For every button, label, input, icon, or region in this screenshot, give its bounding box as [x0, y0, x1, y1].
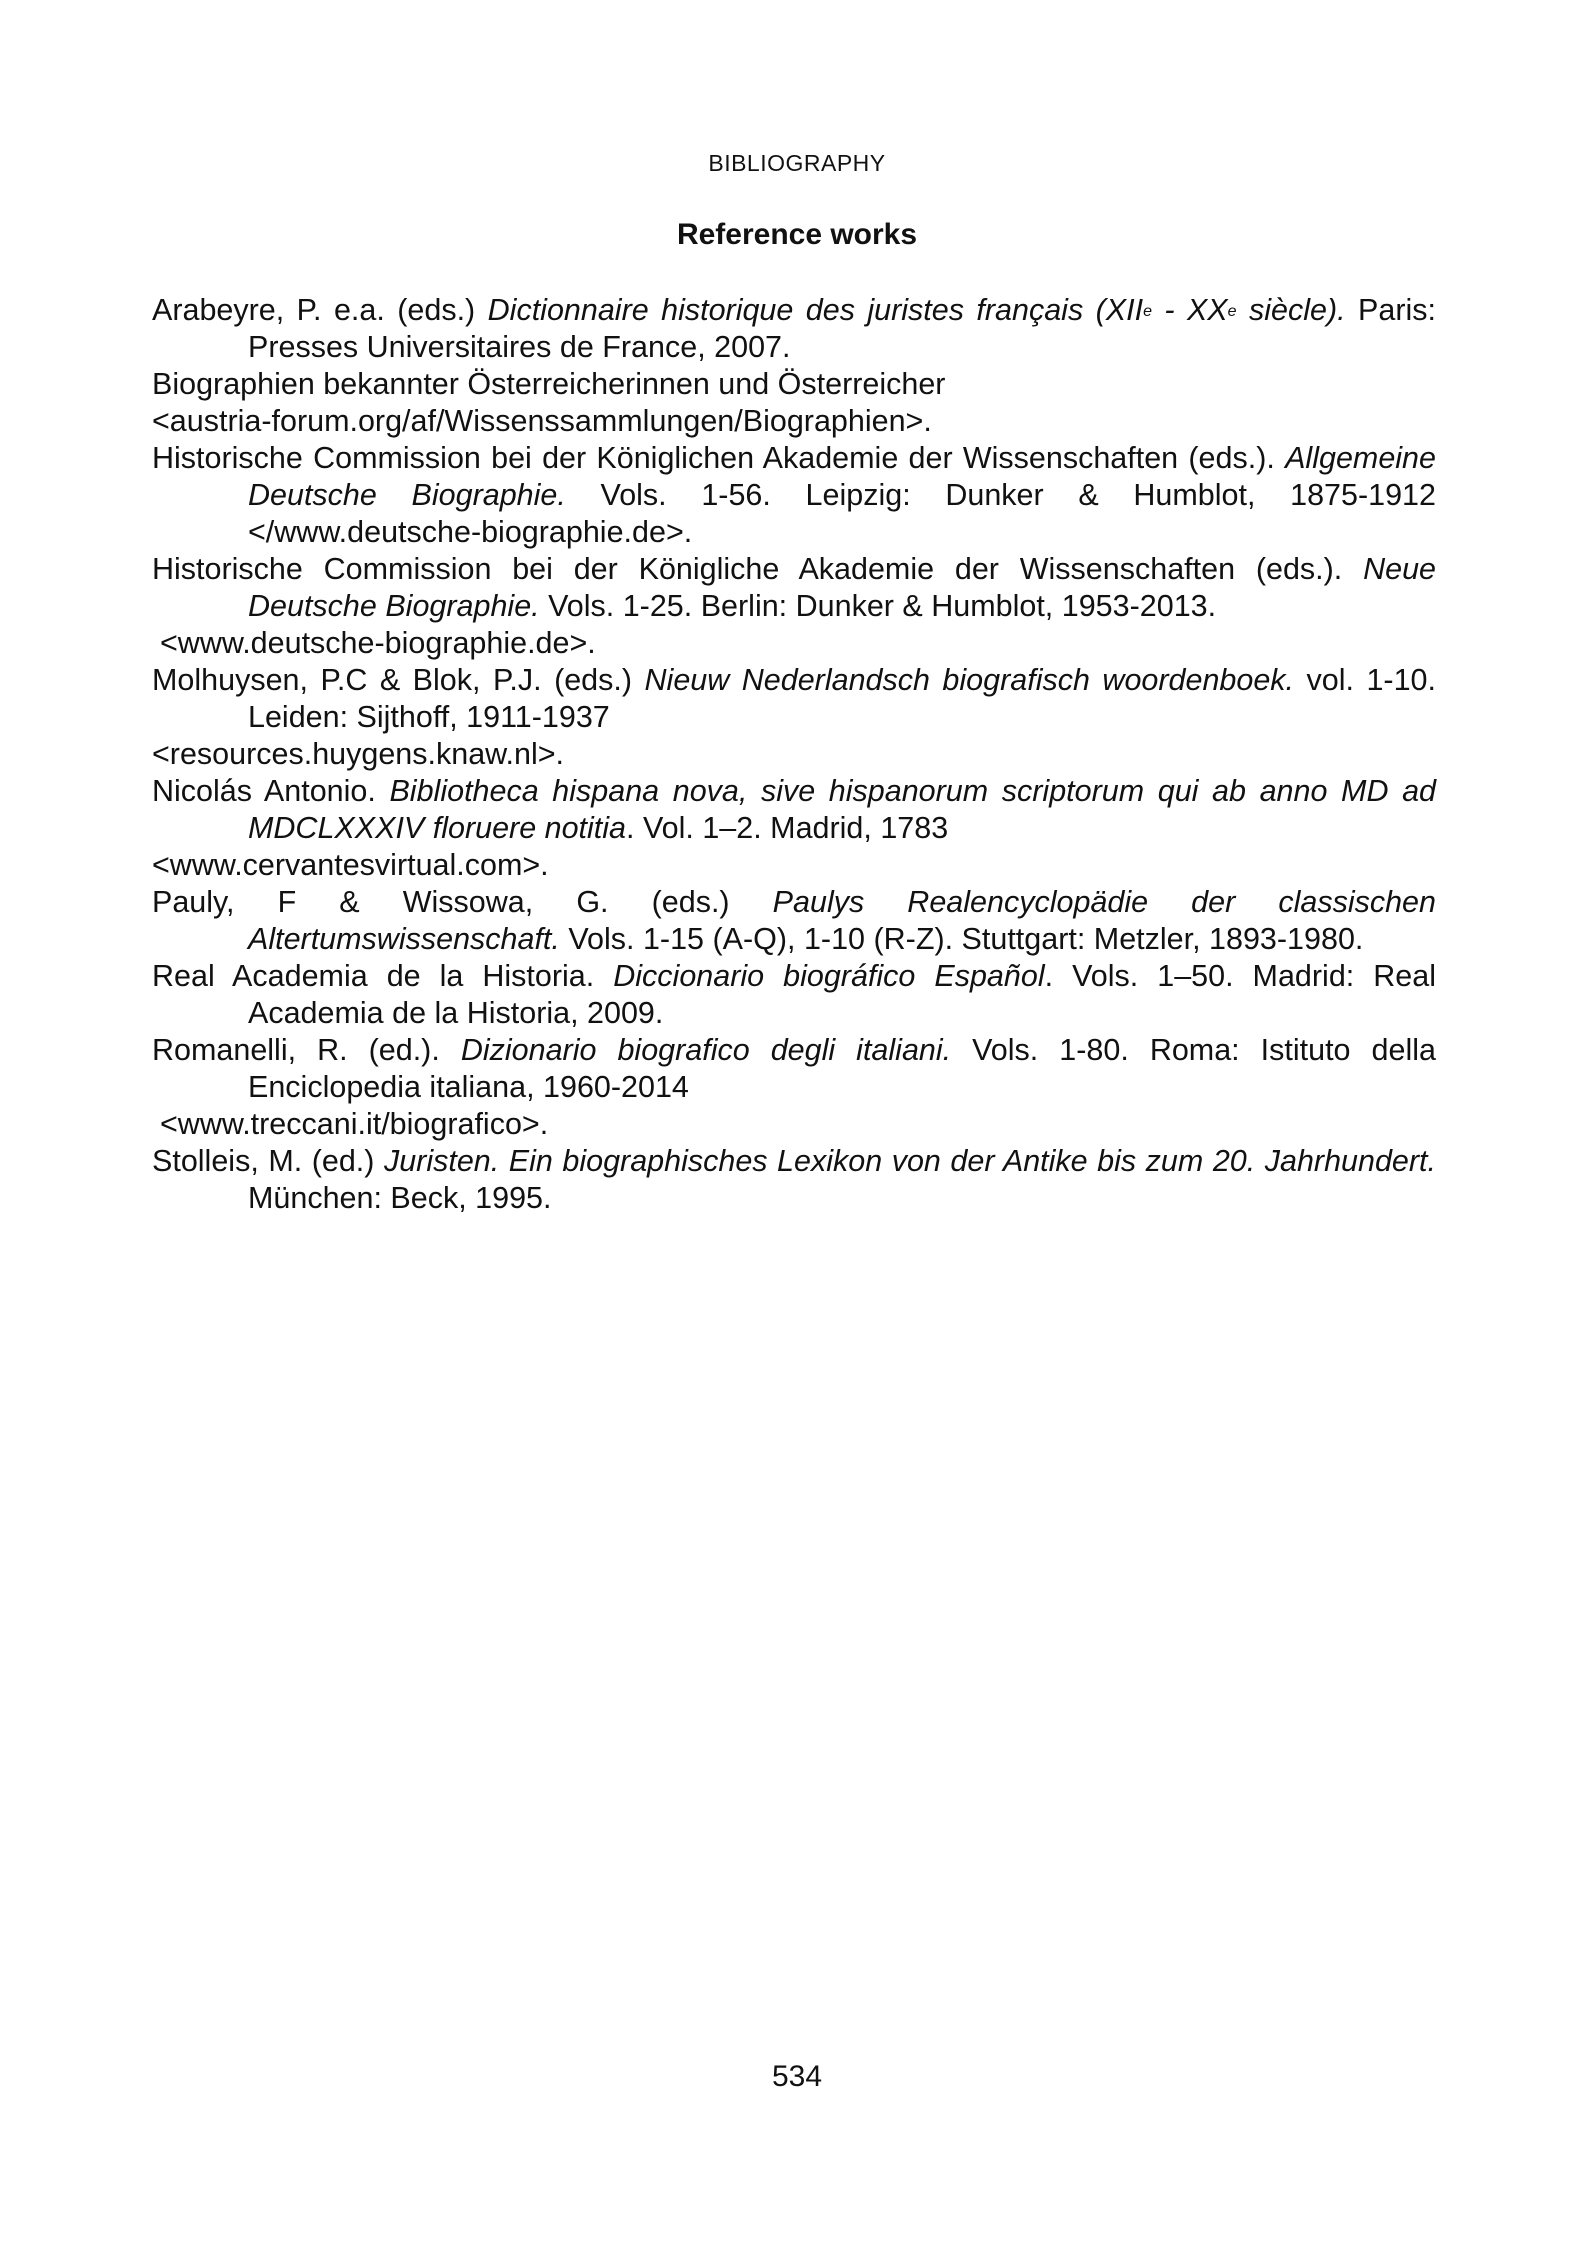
reference-entry-stolleis — [152, 1143, 1436, 1217]
reference-entry-real-academia — [152, 958, 1436, 1032]
reference-text: Vols. 1-80. Roma: Istituto della Enciclopedia italiana, 1960-2014 — [248, 1033, 1436, 1104]
reference-entry-pauly — [152, 884, 1436, 958]
reference-text: Vols. 1-15 (A-Q), 1-10 (R-Z). Stuttgart: Metzler, 1893-1980. — [559, 922, 1364, 956]
superscript: e — [1143, 303, 1152, 320]
reference-text: Paris: Presses Universitaires de France, 2007. — [248, 293, 1436, 364]
reference-url: <www.treccani.it/biografico>. — [160, 1107, 549, 1141]
reference-url: <resources.huygens.knaw.nl>. — [152, 737, 565, 771]
reference-text: Historische Commission bei der Königliche Akademie der Wissenschaften (eds.). — [152, 552, 1364, 586]
reference-text: Stolleis, M. (ed.) — [152, 1144, 384, 1178]
reference-text: vol. 1-10. Leiden: Sijthoff, 1911-1937 — [248, 663, 1436, 734]
reference-text: München: Beck, 1995. — [248, 1181, 552, 1215]
running-head: BIBLIOGRAPHY — [708, 150, 886, 176]
reference-text: Arabeyre, P. e.a. (eds.) — [152, 293, 488, 327]
section-title: Reference works — [676, 218, 918, 251]
reference-title: Bibliotheca hispana nova, sive hispanorum scriptorum qui ab anno MD ad MDCLXXXIV floruere notitia — [248, 774, 1437, 845]
reference-text: Historische Commission bei der Königlichen Akademie der Wissenschaften (eds.). — [152, 441, 1275, 475]
reference-title: Neue Deutsche Biographie. — [248, 552, 1436, 623]
reference-entry-adb — [152, 440, 1436, 551]
superscript: e — [1227, 303, 1237, 320]
reference-url: <www.deutsche-biographie.de>. — [160, 626, 596, 660]
reference-entry-biographien — [152, 366, 1436, 440]
reference-url: <www.cervantesvirtual.com>. — [152, 848, 549, 882]
reference-text: Vols. 1-25. Berlin: Dunker & Humblot, 1953-2013. — [539, 589, 1217, 623]
page-number: 534 — [771, 2060, 823, 2093]
reference-entry-arabeyre — [152, 292, 1436, 366]
reference-entry-romanelli — [152, 1032, 1436, 1143]
reference-title: Allgemeine Deutsche Biographie. — [248, 441, 1436, 512]
reference-entry-nicolas-antonio — [152, 773, 1436, 884]
reference-entry-molhuysen — [152, 662, 1436, 773]
reference-title: Nieuw Nederlandsch biografisch woordenboek. — [644, 663, 1295, 697]
reference-url: <austria-forum.org/af/Wissenssammlungen/Biographien>. — [152, 404, 932, 438]
reference-text: Biographien bekannter Österreicherinnen und Österreicher — [152, 367, 946, 401]
reference-text: Molhuysen, P.C & Blok, P.J. (eds.) — [152, 663, 645, 697]
reference-title: Dictionnaire historique des juristes français (XIIe - XXe siècle). — [487, 293, 1346, 327]
reference-title: Diccionario biográfico Español — [613, 959, 1045, 993]
reference-text: Romanelli, R. (ed.). — [152, 1033, 461, 1067]
reference-text: . Vols. 1–50. Madrid: Real Academia de la Historia, 2009. — [248, 959, 1436, 1030]
reference-entry-ndb — [152, 551, 1436, 662]
reference-title: Juristen. Ein biographisches Lexikon von der Antike bis zum 20. Jahrhundert. — [383, 1144, 1437, 1178]
reference-title: Dizionario biografico degli italiani. — [460, 1033, 952, 1067]
reference-text: Nicolás Antonio. — [152, 774, 390, 808]
reference-text: Real Academia de la Historia. — [152, 959, 614, 993]
reference-text: . Vol. 1–2. Madrid, 1783 — [626, 811, 949, 845]
reference-title: Paulys Realencyclopädie der classischen Altertumswissenschaft. — [248, 885, 1436, 956]
reference-text: Vols. 1-56. Leipzig: Dunker & Humblot, 1875-1912 </www.deutsche-biographie.de>. — [248, 478, 1436, 549]
reference-text: Pauly, F & Wissowa, G. (eds.) — [152, 885, 773, 919]
reference-list — [152, 292, 1436, 1217]
